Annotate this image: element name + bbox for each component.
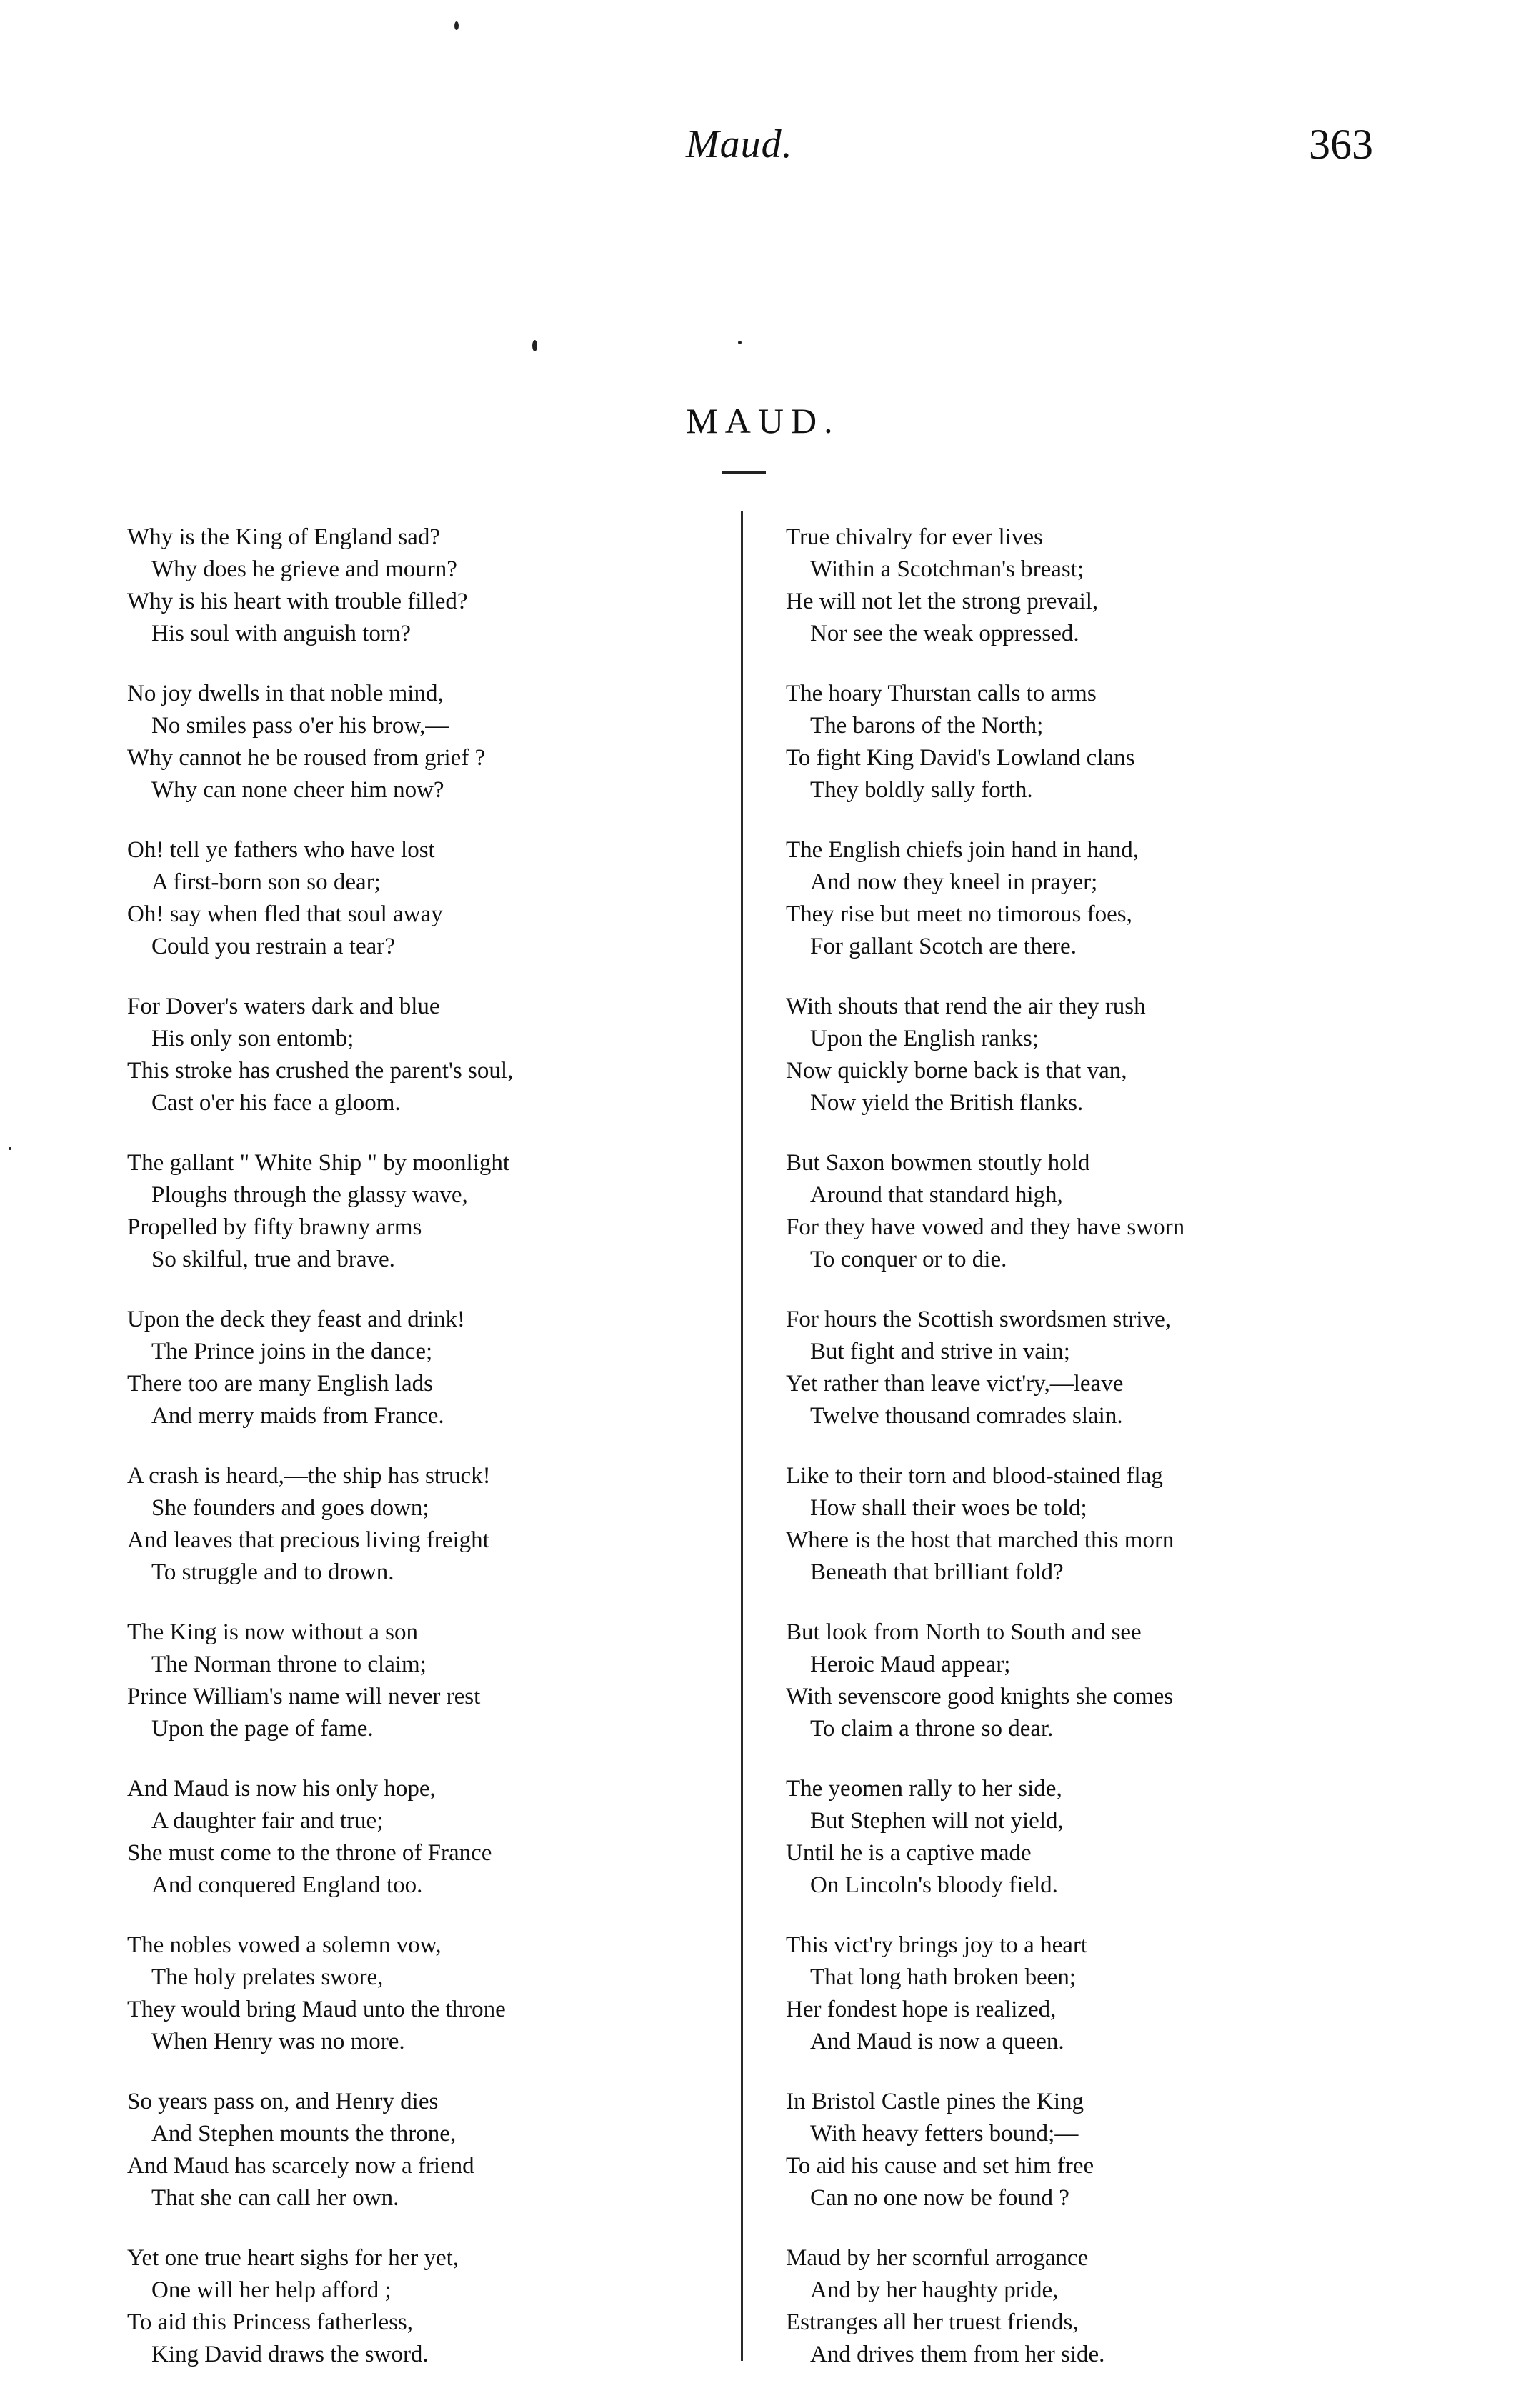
poem-line: So years pass on, and Henry dies xyxy=(127,2089,439,2114)
poem-line: He will not let the strong prevail, xyxy=(786,589,1099,614)
ink-speck xyxy=(532,340,537,351)
poem-right-column xyxy=(786,521,1415,2399)
poem-line: Yet one true heart sighs for her yet, xyxy=(127,2245,459,2271)
poem-line: Now yield the British flanks. xyxy=(810,1090,1084,1116)
poem-line: Yet rather than leave vict'ry,—leave xyxy=(786,1371,1124,1397)
poem-line: Twelve thousand comrades slain. xyxy=(810,1403,1123,1429)
poem-line: Nor see the weak oppressed. xyxy=(810,621,1079,646)
poem-line: Upon the deck they feast and drink! xyxy=(127,1307,465,1332)
poem-line: To fight King David's Lowland clans xyxy=(786,745,1135,771)
ink-speck xyxy=(454,21,459,30)
poem-line: That she can call her own. xyxy=(151,2185,399,2211)
poem-line: And Maud has scarcely now a friend xyxy=(127,2153,474,2179)
poem-line: No smiles pass o'er his brow,— xyxy=(151,713,449,739)
poem-line: Could you restrain a tear? xyxy=(151,934,395,959)
poem-line: But Stephen will not yield, xyxy=(810,1808,1064,1834)
stanza xyxy=(127,1929,727,2058)
poem-line: To aid this Princess fatherless, xyxy=(127,2309,414,2335)
poem-line: For they have vowed and they have sworn xyxy=(786,1214,1185,1240)
ink-speck xyxy=(9,1147,11,1150)
poem-line: A daughter fair and true; xyxy=(151,1808,384,1834)
poem-line: And now they kneel in prayer; xyxy=(810,869,1098,895)
stanza xyxy=(786,1929,1415,2058)
poem-line: And Stephen mounts the throne, xyxy=(151,2121,457,2147)
poem-line: Her fondest hope is realized, xyxy=(786,1997,1057,2022)
poem-line: Why can none cheer him now? xyxy=(151,777,444,803)
poem-line: Cast o'er his face a gloom. xyxy=(151,1090,401,1116)
poem-line: Ploughs through the glassy wave, xyxy=(151,1182,468,1208)
poem-line: On Lincoln's bloody field. xyxy=(810,1872,1058,1898)
poem-line: She founders and goes down; xyxy=(151,1495,429,1521)
stanza xyxy=(786,834,1415,963)
poem-line: With heavy fetters bound;— xyxy=(810,2121,1079,2147)
stanza xyxy=(127,1304,727,1432)
running-head-title: Maud. xyxy=(686,122,793,166)
poem-line: King David draws the sword. xyxy=(151,2342,429,2367)
poem-line: To conquer or to die. xyxy=(810,1247,1007,1272)
poem-line: They boldly sally forth. xyxy=(810,777,1033,803)
poem-line: Like to their torn and blood-stained flag xyxy=(786,1463,1163,1489)
stanza xyxy=(786,1304,1415,1432)
poem-line: The holy prelates swore, xyxy=(151,1964,384,1990)
poem-line: So skilful, true and brave. xyxy=(151,1247,395,1272)
poem-line: Upon the page of fame. xyxy=(151,1716,374,1742)
stanza xyxy=(127,1147,727,1276)
poem-line: Oh! say when fled that soul away xyxy=(127,901,443,927)
page-number: 363 xyxy=(1309,121,1373,168)
poem-line: His only son entomb; xyxy=(151,1026,354,1051)
poem-line: This vict'ry brings joy to a heart xyxy=(786,1932,1088,1958)
stanza xyxy=(786,1147,1415,1276)
poem-line: But look from North to South and see xyxy=(786,1619,1142,1645)
poem-line: Prince William's name will never rest xyxy=(127,1684,481,1709)
poem-line: To struggle and to drown. xyxy=(151,1559,394,1585)
poem-line: Why is the King of England sad? xyxy=(127,524,441,550)
stanza xyxy=(127,991,727,1119)
poem-line: And by her haughty pride, xyxy=(810,2277,1059,2303)
poem-line: This stroke has crushed the parent's soul, xyxy=(127,1058,514,1084)
poem-line: And Maud is now a queen. xyxy=(810,2029,1064,2054)
poem-line: Why does he grieve and mourn? xyxy=(151,556,457,582)
poem-line: His soul with anguish torn? xyxy=(151,621,411,646)
poem-line: The Prince joins in the dance; xyxy=(151,1339,433,1364)
stanza xyxy=(786,1460,1415,1589)
stanza xyxy=(786,2086,1415,2214)
poem-line: Around that standard high, xyxy=(810,1182,1063,1208)
poem-line: There too are many English lads xyxy=(127,1371,433,1397)
poem-line: And drives them from her side. xyxy=(810,2342,1105,2367)
poem-line: With shouts that rend the air they rush xyxy=(786,994,1146,1019)
poem-line: For gallant Scotch are there. xyxy=(810,934,1077,959)
poem-line: No joy dwells in that noble mind, xyxy=(127,681,444,706)
poem-line: The King is now without a son xyxy=(127,1619,418,1645)
poem-line: Within a Scotchman's breast; xyxy=(810,556,1084,582)
poem-line: The gallant " White Ship " by moonlight xyxy=(127,1150,510,1176)
poem-line: Beneath that brilliant fold? xyxy=(810,1559,1064,1585)
stanza xyxy=(786,521,1415,650)
poem-line: Upon the English ranks; xyxy=(810,1026,1039,1051)
poem-line: Why is his heart with trouble filled? xyxy=(127,589,468,614)
poem-line: But Saxon bowmen stoutly hold xyxy=(786,1150,1090,1176)
poem-line: And merry maids from France. xyxy=(151,1403,444,1429)
stanza xyxy=(786,2242,1415,2371)
poem-line: But fight and strive in vain; xyxy=(810,1339,1070,1364)
poem-line: Heroic Maud appear; xyxy=(810,1652,1011,1677)
poem-line: Oh! tell ye fathers who have lost xyxy=(127,837,435,863)
poem-line: They rise but meet no timorous foes, xyxy=(786,901,1132,927)
stanza xyxy=(786,1617,1415,1745)
stanza xyxy=(127,834,727,963)
poem-line: That long hath broken been; xyxy=(810,1964,1077,1990)
poem-line: With sevenscore good knights she comes xyxy=(786,1684,1174,1709)
poem-line: And leaves that precious living freight xyxy=(127,1527,489,1553)
poem-line: True chivalry for ever lives xyxy=(786,524,1043,550)
poem-line: To aid his cause and set him free xyxy=(786,2153,1094,2179)
stanza xyxy=(786,678,1415,806)
stanza xyxy=(127,2086,727,2214)
poem-line: Why cannot he be roused from grief ? xyxy=(127,745,486,771)
poem-line: The Norman throne to claim; xyxy=(151,1652,427,1677)
title-rule xyxy=(722,471,766,474)
poem-line: The barons of the North; xyxy=(810,713,1044,739)
poem-line: The nobles vowed a solemn vow, xyxy=(127,1932,442,1958)
poem-line: For hours the Scottish swordsmen strive, xyxy=(786,1307,1171,1332)
poem-line: A crash is heard,—the ship has struck! xyxy=(127,1463,491,1489)
poem-line: And Maud is now his only hope, xyxy=(127,1776,436,1802)
poem-line: How shall their woes be told; xyxy=(810,1495,1087,1521)
poem-line: The English chiefs join hand in hand, xyxy=(786,837,1139,863)
poem-line: Maud by her scornful arrogance xyxy=(786,2245,1089,2271)
stanza xyxy=(127,1617,727,1745)
poem-line: Estranges all her truest friends, xyxy=(786,2309,1079,2335)
poem-line: And conquered England too. xyxy=(151,1872,423,1898)
column-divider xyxy=(741,511,743,2361)
stanza xyxy=(127,2242,727,2371)
poem-line: The yeomen rally to her side, xyxy=(786,1776,1062,1802)
poem-line: One will her help afford ; xyxy=(151,2277,392,2303)
stanza xyxy=(127,1773,727,1902)
poem-title: MAUD. xyxy=(686,401,840,441)
poem-line: Where is the host that marched this morn xyxy=(786,1527,1175,1553)
poem-line: Can no one now be found ? xyxy=(810,2185,1069,2211)
poem-line: To claim a throne so dear. xyxy=(810,1716,1054,1742)
poem-line: A first-born son so dear; xyxy=(151,869,381,895)
poem-line: In Bristol Castle pines the King xyxy=(786,2089,1084,2114)
stanza xyxy=(786,991,1415,1119)
poem-line: Until he is a captive made xyxy=(786,1840,1032,1866)
poem-line: She must come to the throne of France xyxy=(127,1840,492,1866)
poem-line: When Henry was no more. xyxy=(151,2029,405,2054)
stanza xyxy=(127,1460,727,1589)
poem-line: They would bring Maud unto the throne xyxy=(127,1997,506,2022)
poem-line: Propelled by fifty brawny arms xyxy=(127,1214,422,1240)
poem-line: The hoary Thurstan calls to arms xyxy=(786,681,1097,706)
ink-speck xyxy=(738,341,742,344)
poem-line: For Dover's waters dark and blue xyxy=(127,994,440,1019)
stanza xyxy=(127,678,727,806)
stanza xyxy=(127,521,727,650)
poem-line: Now quickly borne back is that van, xyxy=(786,1058,1127,1084)
poem-left-column xyxy=(127,521,727,2399)
stanza xyxy=(786,1773,1415,1902)
